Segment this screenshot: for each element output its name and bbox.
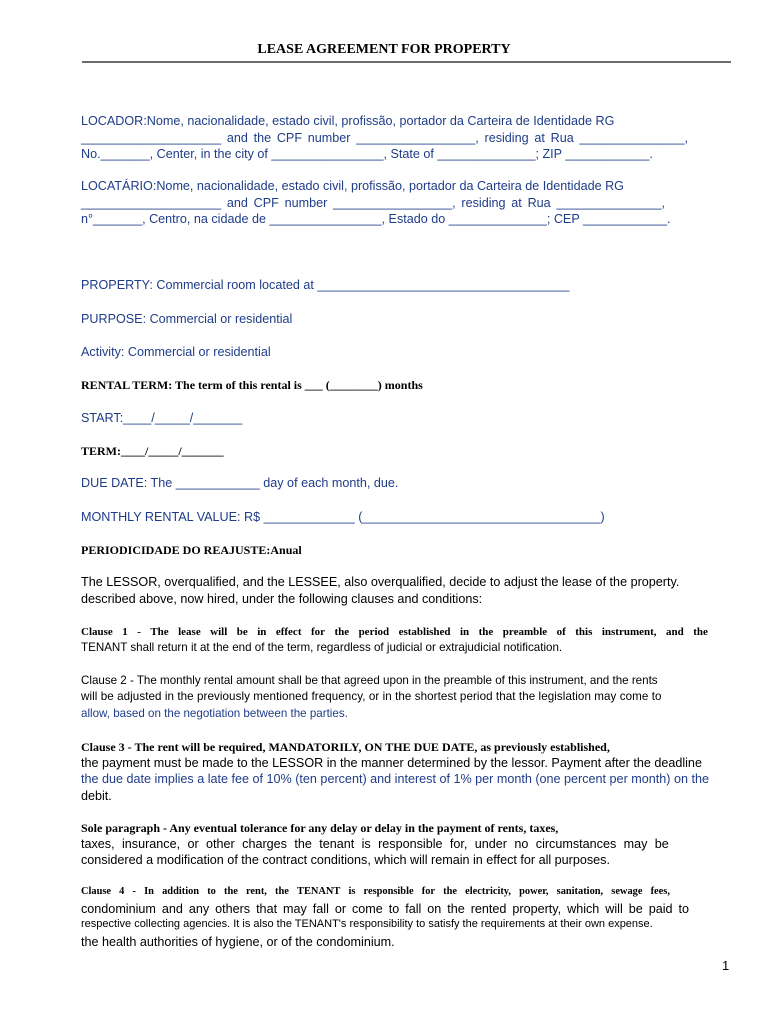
clause-2-line-2: will be adjusted in the previously mentioned frequency, or in the shortest period that the legislation may come to	[81, 690, 662, 703]
sole-paragraph-line-1: Sole paragraph - Any eventual tolerance for any delay or delay in the payment of rents, taxes,	[81, 821, 559, 835]
locatario-line-3: n°_______, Centro, na cidade de ________________, Estado do ______________; CEP ____________.	[81, 212, 671, 226]
word: and	[161, 902, 183, 916]
word: CPF	[276, 131, 303, 145]
rental-term-field: RENTAL TERM: The term of this rental is ___ (________) months	[81, 378, 423, 392]
word: 4	[119, 886, 125, 897]
word: electricity,	[465, 886, 512, 897]
word: no	[514, 837, 529, 851]
clause-4-line-2	[81, 902, 689, 916]
word: for	[421, 886, 436, 897]
locatario-line-1: LOCATÁRIO:Nome, nacionalidade, estado civil, profissão, portador da Carteira de Identidade RG	[81, 179, 624, 193]
word: others	[215, 902, 251, 916]
locador-line-3: No._______, Center, in the city of ________________, State of ______________; ZIP ____________.	[81, 147, 653, 161]
word: residing	[461, 196, 506, 210]
word: tenant	[319, 837, 355, 851]
word: of	[556, 626, 566, 638]
word: the	[334, 626, 350, 638]
blank: ____________________	[81, 196, 222, 210]
word: for	[310, 626, 325, 638]
clause-3-line-1: Clause 3 - The rent will be required, MANDATORILY, ON THE DUE DATE, as previously established,	[81, 740, 610, 754]
locador-line-1: LOCADOR:Nome, nacionalidade, estado civil, profissão, portador da Carteira de Identidade RG	[81, 114, 615, 128]
word: which	[567, 902, 600, 916]
word: other	[206, 837, 235, 851]
word: Clause	[81, 886, 112, 897]
word: fees,	[650, 886, 670, 897]
word: this	[575, 626, 593, 638]
word: fall	[312, 902, 329, 916]
word: power,	[519, 886, 549, 897]
clause-2-line-1: Clause 2 - The monthly rental amount shall be that agreed upon in the preamble of this instrument, and the rents	[81, 674, 658, 687]
word: to	[207, 886, 216, 897]
due-date-field: DUE DATE: The ____________ day of each month, due.	[81, 476, 399, 490]
clause-1-line-1	[81, 626, 708, 638]
word: -	[132, 886, 136, 897]
sole-paragraph-line-2	[81, 837, 669, 851]
word: be	[236, 626, 248, 638]
word: come	[352, 902, 383, 916]
word: addition	[162, 886, 200, 897]
blank: _______________,	[556, 196, 665, 210]
clause-1-line-2: TENANT shall return it at the end of the term, regardless of judicial or extrajudicial notification.	[81, 641, 563, 654]
word: property,	[512, 902, 562, 916]
word: at	[511, 196, 522, 210]
word: to	[388, 902, 400, 916]
clause-3-line-3: the due date implies a late fee of 10% (ten percent) and interest of 1% per month (one percent per month) on the	[81, 772, 709, 786]
property-field: PROPERTY: Commercial room located at ____________________________________	[81, 278, 570, 292]
word: the	[275, 886, 289, 897]
word: preamble	[502, 626, 548, 638]
word: effect	[275, 626, 302, 638]
word: -	[137, 626, 141, 638]
word: at	[534, 131, 545, 145]
activity-field: Activity: Commercial or residential	[81, 345, 271, 359]
word: fall	[405, 902, 422, 916]
word: TENANT	[297, 886, 341, 897]
word: under	[474, 837, 507, 851]
word: period	[358, 626, 390, 638]
purpose-field: PURPOSE: Commercial or residential	[81, 312, 293, 326]
word: number	[284, 196, 328, 210]
document-title: LEASE AGREEMENT FOR PROPERTY	[257, 42, 511, 57]
locatario-line-2	[81, 196, 665, 210]
intro-line-2: described above, now hired, under the following clauses and conditions:	[81, 592, 483, 606]
word: be	[628, 902, 643, 916]
clause-4-line-4: the health authorities of hygiene, or of the condominium.	[81, 935, 395, 949]
word: taxes,	[81, 837, 115, 851]
word: the	[478, 626, 494, 638]
word: The	[150, 626, 169, 638]
clause-2-line-3: allow, based on the negotiation between the parties.	[81, 707, 348, 720]
word: the	[447, 902, 465, 916]
blank: _________________,	[333, 196, 456, 210]
word: will	[210, 626, 228, 638]
word: or	[187, 837, 199, 851]
word: circumstances	[535, 837, 617, 851]
blank: _______________,	[579, 131, 688, 145]
word: insurance,	[121, 837, 181, 851]
word: that	[256, 902, 278, 916]
word: to	[678, 902, 689, 916]
monthly-value-field: MONTHLY RENTAL VALUE: R$ _____________ (__________________________________)	[81, 510, 605, 524]
word: and	[226, 196, 248, 210]
locador-line-2	[81, 131, 688, 145]
word: the	[294, 837, 312, 851]
word: paid	[648, 902, 673, 916]
clause-3-line-4: debit.	[81, 789, 112, 803]
word: sewage	[611, 886, 643, 897]
term-field: TERM:____/_____/_______	[81, 444, 224, 458]
word: lease	[178, 626, 201, 638]
word: may	[283, 902, 307, 916]
word: instrument,	[601, 626, 657, 638]
word: be	[654, 837, 669, 851]
clause-4-line-3: respective collecting agencies. It is also the TENANT's responsibility to satisfy the requirements at their own expense.	[81, 918, 653, 930]
word: number	[307, 131, 351, 145]
word: established	[398, 626, 451, 638]
word: rented	[470, 902, 507, 916]
word: the	[443, 886, 458, 897]
word: sanitation,	[556, 886, 604, 897]
word: or	[334, 902, 347, 916]
word: rent,	[246, 886, 267, 897]
word: and	[226, 131, 248, 145]
word: condominium	[81, 902, 156, 916]
word: Rua	[550, 131, 574, 145]
word: charges	[242, 837, 287, 851]
word: 1	[122, 626, 128, 638]
word: on	[427, 902, 442, 916]
word: will	[605, 902, 623, 916]
word: responsible	[378, 837, 443, 851]
page-number: 1	[722, 958, 730, 973]
word: In	[144, 886, 154, 897]
word: and	[665, 626, 684, 638]
blank: ____________________	[81, 131, 222, 145]
word: the	[253, 131, 272, 145]
word: Rua	[527, 196, 551, 210]
sole-paragraph-line-3: considered a modification of the contract conditions, which will remain in effect for all purposes.	[81, 853, 610, 867]
word: residing	[484, 131, 529, 145]
word: Clause	[81, 626, 113, 638]
word: is	[348, 886, 356, 897]
word: the	[693, 626, 708, 638]
clause-3-line-2: the payment must be made to the LESSOR in the manner determined by the lessor. Payment after the deadline	[81, 756, 702, 770]
word: in	[460, 626, 470, 638]
blank: _________________,	[356, 131, 479, 145]
word: responsible	[363, 886, 414, 897]
periodicidade-field: PERIODICIDADE DO REAJUSTE:Anual	[81, 543, 302, 557]
word: for,	[449, 837, 468, 851]
title-divider	[82, 61, 731, 63]
clause-4-line-1	[81, 886, 670, 897]
word: the	[224, 886, 238, 897]
word: CPF	[253, 196, 279, 210]
intro-line-1: The LESSOR, overqualified, and the LESSEE, also overqualified, decide to adjust the lease of the property.	[81, 575, 680, 589]
word: in	[257, 626, 267, 638]
word: may	[623, 837, 648, 851]
start-field: START:____/_____/_______	[81, 411, 243, 425]
word: any	[188, 902, 210, 916]
word: is	[361, 837, 371, 851]
